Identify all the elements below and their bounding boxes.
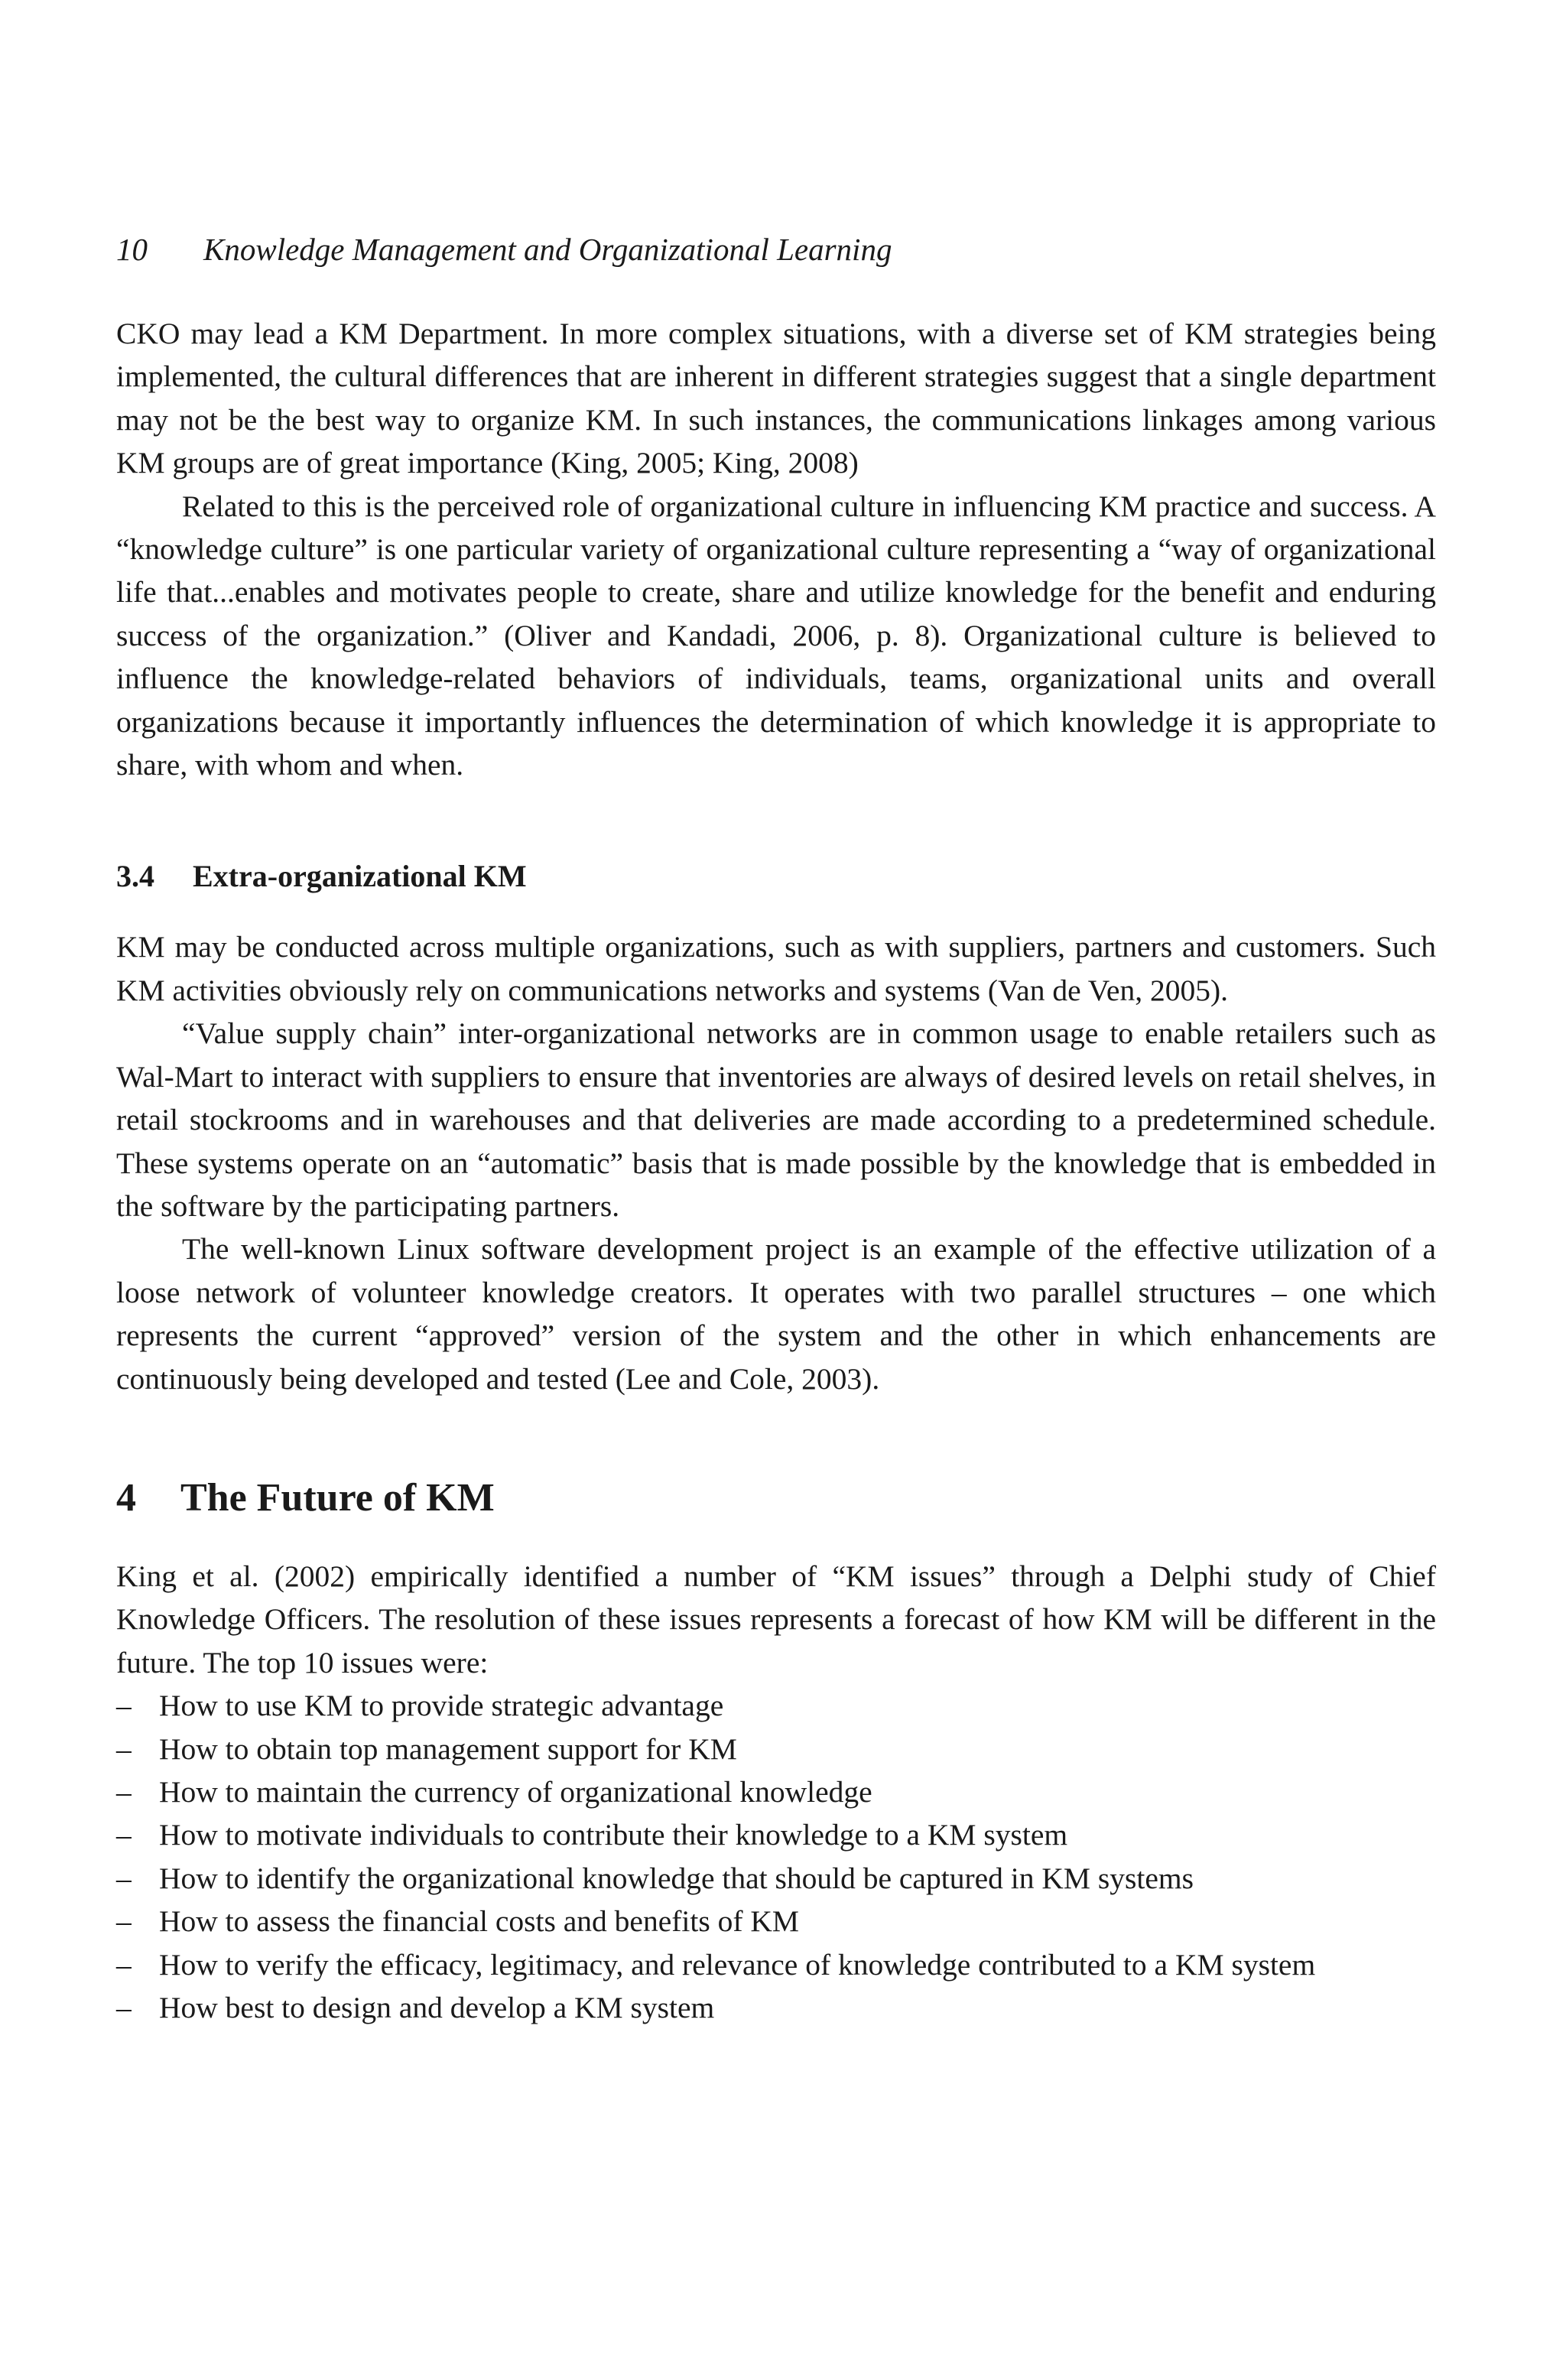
dash-bullet: –	[116, 1991, 132, 2024]
paragraph: Related to this is the perceived role of organizational culture in influencing KM practice and success. A “knowledge culture” is one particular variety of organizational culture representing a “way of organizational life that...enables and motivates people to create, share and utilize knowledge for the benefit and enduring success of the organization.” (Oliver and Kandadi, 2006, p. 8). Organizational culture is believed to influence the knowledge-related behaviors of individuals, teams, organizational units and overall organizations because it importantly influences the determination of which knowledge it is appropriate to share, with whom and when.	[116, 489, 1436, 782]
list-item-text: How to assess the financial costs and benefits of KM	[159, 1904, 800, 1939]
chapter-title: The Future of KM	[180, 1475, 495, 1520]
body-text	[116, 312, 1436, 2029]
list-item	[116, 1986, 1436, 2029]
section-number: 3.4	[116, 859, 154, 894]
page-number: 10	[116, 232, 148, 267]
list-item	[116, 1684, 1436, 1727]
paragraph: KM may be conducted across multiple organizations, such as with suppliers, partners and customers. Such KM activities obviously rely on communications networks and systems (Van de Ven, 2005).	[116, 930, 1436, 1007]
paragraph: The well-known Linux software development project is an example of the effective utilization of a loose network of volunteer knowledge creators. It operates with two parallel structures – one which represents the current “approved” version of the system and the other in which enhancements are continuously being developed and tested (Lee and Cole, 2003).	[116, 1232, 1436, 1396]
book-page	[116, 0, 1436, 2380]
running-title: Knowledge Management and Organizational Learning	[203, 232, 892, 267]
list-item-text: How to obtain top management support for KM	[159, 1731, 737, 1766]
dash-bullet: –	[116, 1818, 132, 1852]
running-header	[116, 231, 892, 268]
dash-bullet: –	[116, 1774, 132, 1809]
list-item	[116, 1770, 1436, 1813]
list-item	[116, 1900, 1436, 1943]
list-item	[116, 1728, 1436, 1770]
dash-bullet: –	[116, 1731, 132, 1766]
dash-bullet: –	[116, 1689, 132, 1723]
issues-list	[116, 1684, 1436, 2029]
paragraph: King et al. (2002) empirically identified a number of “KM issues” through a Delphi study of Chief Knowledge Officers. The resolution of these issues represents a forecast of how KM will be different in the future. The top 10 issues were:	[116, 1559, 1436, 1679]
chapter-heading	[116, 1474, 1436, 1523]
list-item-text: How to maintain the currency of organizational knowledge	[159, 1774, 872, 1809]
list-item-text: How to identify the organizational knowledge that should be captured in KM systems	[159, 1861, 1194, 1895]
chapter-number: 4	[116, 1475, 136, 1520]
paragraph: CKO may lead a KM Department. In more complex situations, with a diverse set of KM strategies being implemented, the cultural differences that are inherent in different strategies suggest that a single department may not be the best way to organize KM. In such instances, the communications linkages among various KM groups are of great importance (King, 2005; King, 2008)	[116, 317, 1436, 480]
list-item-text: How to verify the efficacy, legitimacy, and relevance of knowledge contributed to a KM system	[159, 1947, 1316, 1982]
list-item	[116, 1813, 1436, 1856]
list-item-text: How to use KM to provide strategic advantage	[159, 1689, 724, 1723]
list-item-text: How best to design and develop a KM system	[159, 1991, 715, 2024]
paragraph: “Value supply chain” inter-organizational networks are in common usage to enable retailers such as Wal-Mart to interact with suppliers to ensure that inventories are always of desired levels on retail shelves, in retail stockrooms and in warehouses and that deliveries are made according to a predetermined schedule. These systems operate on an “automatic” basis that is made possible by the knowledge that is embedded in the software by the participating partners.	[116, 1016, 1436, 1223]
list-item	[116, 1943, 1436, 1986]
dash-bullet: –	[116, 1904, 132, 1939]
dash-bullet: –	[116, 1861, 132, 1895]
section-title: Extra-organizational KM	[193, 859, 527, 894]
list-item-text: How to motivate individuals to contribute their knowledge to a KM system	[159, 1818, 1068, 1852]
list-item	[116, 1857, 1436, 1900]
section-heading	[116, 855, 1436, 898]
dash-bullet: –	[116, 1947, 132, 1982]
